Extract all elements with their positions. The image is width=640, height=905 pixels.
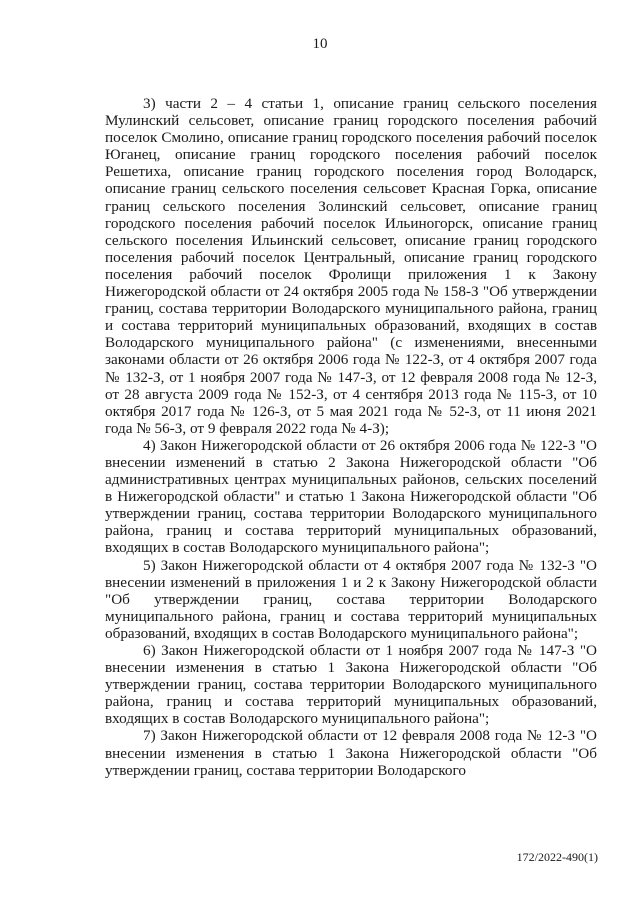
page-number: 10: [312, 36, 328, 52]
paragraph-item-4: 4) Закон Нижегородской области от 26 октября 2006 года № 122-З "О внесении изменений в статью 2 Закона Нижегородской области "Об административных центрах муниципальных районов, сельских поселений в Нижегородской области" и статью 1 Закона Нижегородской области "Об утверждении границ, состава территории Володарского муниципального района, границ и состава территорий муниципальных образований, входящих в состав Володарского муниципального района";: [105, 436, 597, 557]
paragraph-item-5: 5) Закон Нижегородской области от 4 октября 2007 года № 132-З "О внесении изменений в приложения 1 и 2 к Закону Нижегородской области "Об утверждении границ, состава территории Володарского муниципального района, границ и состава территорий муниципальных образований, входящих в состав Володарского муниципального района";: [105, 556, 597, 642]
document-body: [105, 95, 597, 779]
paragraph-item-7: 7) Закон Нижегородской области от 12 февраля 2008 года № 12-З "О внесении изменения в статью 1 Закона Нижегородской области "Об утверждении границ, состава территории Володарского: [105, 727, 597, 779]
paragraph-item-6: 6) Закон Нижегородской области от 1 ноября 2007 года № 147-З "О внесении изменения в статью 1 Закона Нижегородской области "Об утверждении границ, состава территории Володарского муниципального района, границ и состава территорий муниципальных образований, входящих в состав Володарского муниципального района";: [105, 642, 597, 728]
document-code: 172/2022-490(1): [516, 850, 598, 864]
paragraph-item-3: 3) части 2 – 4 статьи 1, описание границ сельского поселения Мулинский сельсовет, описание границ городского поселения рабочий поселок Смолино, описание границ городского поселения рабочий поселок Юганец, описание границ городского поселения рабочий поселок Решетиха, описание границ городского поселения город Володарск, описание границ сельского поселения сельсовет Красная Горка, описание границ сельского поселения Золинский сельсовет, описание границ городского поселения рабочий поселок Ильиногорск, описание границ сельского поселения Ильинский сельсовет, описание границ городского поселения рабочий поселок Центральный, описание границ городского поселения рабочий поселок Фролищи приложения 1 к Закону Нижегородской области от 24 октября 2005 года № 158-З "Об утверждении границ, состава территории Володарского муниципального района, границ и состава территорий муниципальных образований, входящих в состав Володарского муниципального района" (с изменениями, внесенными законами области от 26 октября 2006 года № 122-З, от 4 октября 2007 года № 132-З, от 1 ноября 2007 года № 147-З, от 12 февраля 2008 года № 12-З, от 28 августа 2009 года № 152-З, от 4 сентября 2013 года № 115-З, от 10 октября 2017 года № 126-З, от 5 мая 2021 года № 52-З, от 11 июня 2021 года № 56-З, от 9 февраля 2022 года № 4-З);: [105, 95, 597, 437]
